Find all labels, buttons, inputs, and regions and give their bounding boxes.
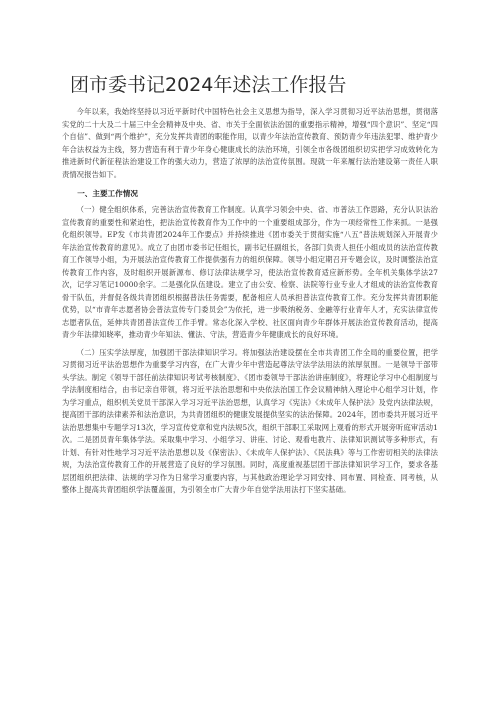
section-heading: 一、主要工作情况 bbox=[77, 189, 138, 198]
body-paragraph-2: （二）压实学法厚度，加强团干部法律知识学习。将加强法治建设摆在全市共青团工作全局的重要位置，把学习贯彻习近平法治思想作为重要学习内容，在广大青少年中营造起尊法守法学法用法的浓厚氛围。一是领导干部带头学法。制定《领导干部任前法律知识考试考核制度》、《团市委领导干部法治讲座制度》，将理论学习中心组制度与学法制度相结合，由书记亲自带领，将习近平法治思想和中央依法治国工作会议精神纳入理论中心组学习计划，作为学习重点，组织机关党员干部深入学习习近平法治思想，认真学习《宪法》《未成年人保护法》及党内法律法规，提高团干部的法律素养和法治意识，为共青团组织的健康发展提供坚实的法治保障。2024年，团市委共开展习近平法治思想集中专题学习13次，学习宣传党章和党内法规5次，组织干部职工采取网上观看的形式开展旁听庭审活动1次。二是团员青年集体学法。采取集中学习、小组学习、讲座、讨论、观看电教片、法律知识测试等多种形式，有计划、有针对性地学习习近平法治思想以及《保密法》、《未成年人保护法》、《民法典》等与工作密切相关的法律法规，为法治宣传教育工作的开展营造了良好的学习氛围。同时，高度重视基层团干部法律知识学习工作，要求各基层团组织把法律、法规的学习作为日常学习重要内容，与其他政治理论学习同安排、同布置、同检查、同考核，从整体上提高共青团组织学法覆盖面，为引领全市广大青少年自觉学法用法打下坚实基础。 bbox=[62, 347, 438, 494]
body-paragraph-1: （一）健全组织体系，完善法治宣传教育工作制度。认真学习领会中央、省、市普法工作思路，充分认识法治宣传教育的重要性和紧迫性，把法治宣传教育作为工作中的一个重要组成部分，作为一项经常性工作来抓。一是强化组织领导。EP发《市共青团2024年工作要点》并持续推进《团市委关于贯彻实施“八五”普法规划深入开展青少年法治宣传教育的意见》。成立了由团市委书记任组长，副书记任副组长，各部门负责人担任小组成员的法治宣传教育工作领导小组，为开展法治宣传教育工作提供强有力的组织保障。领导小组定期召开专题会议，及时调整法治宣传教育工作内容，及时组织开展新源布、修订法律法规学习，使法治宣传教育适应新形势。全年机关集体学法27次，记学习笔记10000余字。二是强化队伍建设。建立了由公安、检察、法院等行业专业人才组成的法治宣传教育骨干队伍，并督促各级共青团组织根据普法任务需要，配备相应人员承担普法宣传教育工作。充分发挥共青团职能优势，以“市青年志愿者协会普法宣传专门委员会”为依托，进一步吸纳税务、金融等行业青年人才，充实法律宣传志愿者队伍，延伸共青团普法宣传工作手臂。常态化深入学校、社区面向青少年群体开展法治宣传教育活动，提高青少年法律知晓率，推动青少年知法、懂法、守法，营造青少年健康成长的良好环境。 bbox=[62, 205, 438, 339]
intro-paragraph: 今年以来，我始终坚持以习近平新时代中国特色社会主义思想为指导，深入学习贯彻习近平法治思想，贯彻落实党的二十大及二十届三中全会精神及中央、省、市关于全面依法治国的重要指示精神，增强“四个意识”、坚定“四个自信”、做到“两个维护”，充分发挥共青团的职能作用，以青少年法治宣传教育、预防青少年违法犯罪、维护青少年合法权益为主线，努力营造有利于青少年身心健康成长的法治环境，引领全市各级团组织切实把学习成效转化为推进新时代新征程法治建设工作的强大动力，营造了浓厚的法治宣传氛围。现就一年来履行法治建设第一责任人职责情况报告如下。 bbox=[62, 107, 438, 179]
document-title: 团市委书记2024年述法工作报告 bbox=[70, 74, 347, 96]
